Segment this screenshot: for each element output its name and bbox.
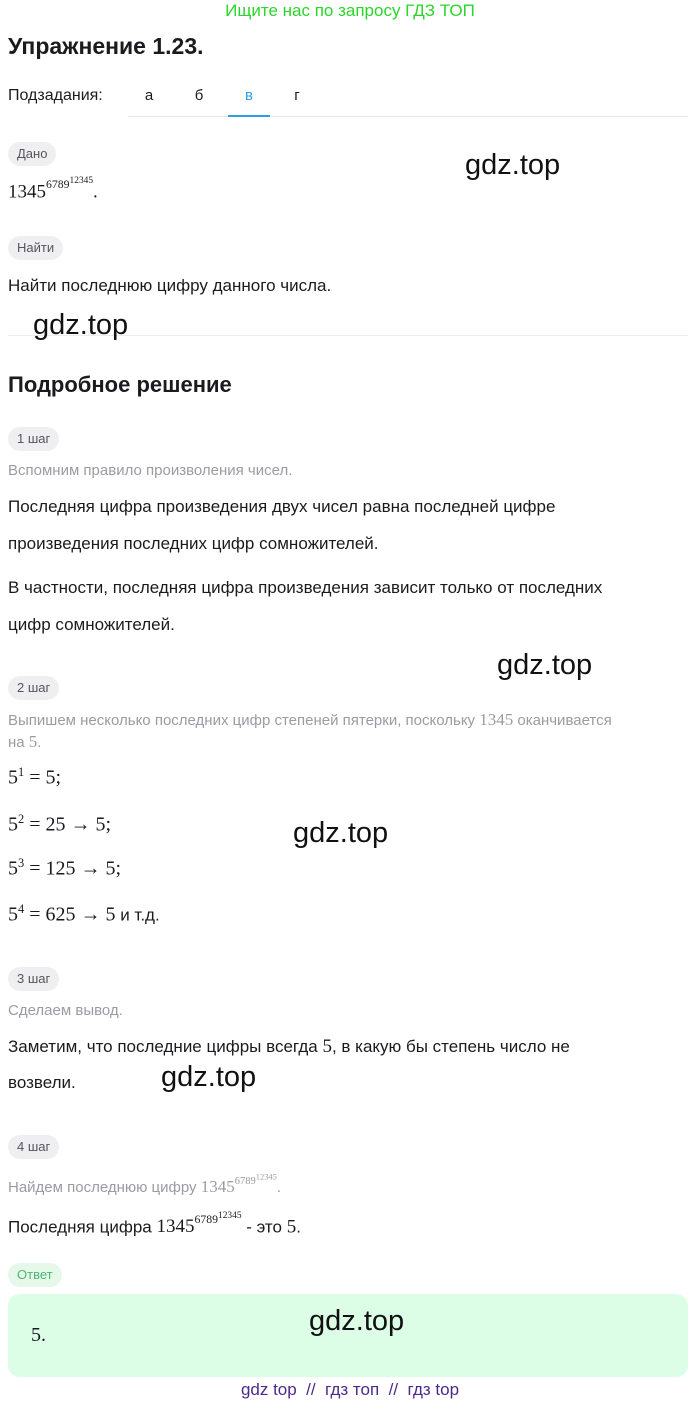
given-expression xyxy=(8,178,98,203)
eq3-base: 5 xyxy=(8,857,18,880)
tab-b[interactable]: б xyxy=(194,87,204,104)
eq2-base: 5 xyxy=(8,813,18,836)
step4-hint-base: 1345 xyxy=(200,1177,235,1197)
watermark: gdz.top xyxy=(161,1061,257,1093)
eq1-rhs: = 5; xyxy=(24,766,62,789)
step2-hint-five: 5 xyxy=(28,732,38,751)
watermark: gdz.top xyxy=(497,649,593,681)
step4-line-num: 5 xyxy=(286,1216,297,1238)
equation-row xyxy=(8,765,61,790)
watermark: gdz.top xyxy=(33,309,129,341)
eq1-exp: 1 xyxy=(18,765,25,779)
subtasks-tabs xyxy=(128,84,688,117)
footer-text: gdz top // гдз топ // гдз top xyxy=(240,1380,460,1399)
step1-p1-line1: Последняя цифра произведения двух чисел равна последней цифре xyxy=(8,497,556,516)
tab-a[interactable]: а xyxy=(144,87,154,104)
step4-hint-dot: . xyxy=(276,1179,282,1197)
given-base: 1345 xyxy=(8,181,46,203)
step2-hint-c: на xyxy=(8,734,29,751)
subtasks-label: Подзадания: xyxy=(8,87,103,104)
step3-line1-a: Заметим, что последние цифры всегда xyxy=(8,1037,323,1056)
eq1-base: 5 xyxy=(8,766,18,789)
step3-line1 xyxy=(8,1036,570,1058)
step4-line-b: - это xyxy=(241,1217,287,1237)
step2-hint-b: оканчивается xyxy=(513,712,612,729)
step2-hint-dot: . xyxy=(37,734,42,751)
step1-hint: Вспомним правило произволения чисел. xyxy=(8,462,293,479)
step3-chip: 3 шаг xyxy=(8,967,59,991)
step1-chip: 1 шаг xyxy=(8,427,59,451)
step4-hint-exp: 6789 xyxy=(234,1175,256,1187)
eq2-exp: 2 xyxy=(18,812,25,826)
given-tail: . xyxy=(93,181,98,203)
step4-hint xyxy=(8,1168,281,1198)
step4-line-exp: 6789 xyxy=(194,1212,218,1226)
step4-line-expr xyxy=(156,1211,242,1238)
step3-line2: возвели. xyxy=(8,1073,76,1092)
equation-row xyxy=(8,812,111,837)
equation-row xyxy=(8,856,121,881)
step2-hint xyxy=(8,709,688,753)
solution-title: Подробное решение xyxy=(8,372,232,397)
step2-hint-a: Выпишем несколько последних цифр степеней пятерки, поскольку xyxy=(8,712,480,729)
eq4-exp: 4 xyxy=(18,902,25,916)
step3-line1-num: 5 xyxy=(322,1036,332,1057)
step4-line-dot: . xyxy=(296,1217,301,1237)
eq4-tail: и т.д. xyxy=(115,905,160,925)
watermark: gdz.top xyxy=(465,149,561,181)
eq2-rhs: = 25 → 5; xyxy=(24,813,112,836)
step4-line-exp2: 12345 xyxy=(218,1211,242,1221)
eq4-rhs: = 625 → 5 xyxy=(24,903,116,926)
step2-hint-num: 1345 xyxy=(479,710,514,729)
tab-g[interactable]: г xyxy=(294,87,300,104)
find-chip: Найти xyxy=(8,236,63,260)
step1-p2-line2: цифр сомножителей. xyxy=(8,615,175,634)
eq3-exp: 3 xyxy=(18,856,25,870)
step1-p1-line2: произведения последних цифр сомножителей. xyxy=(8,534,379,553)
step4-line xyxy=(8,1207,301,1238)
given-chip: Дано xyxy=(8,142,56,166)
answer-value: 5. xyxy=(31,1324,46,1346)
given-exp2: 12345 xyxy=(69,176,94,186)
step4-hint-text: Найдем последнюю цифру xyxy=(8,1179,201,1197)
find-text: Найти последнюю цифру данного числа. xyxy=(8,276,332,295)
step4-line-base: 1345 xyxy=(156,1216,195,1238)
step3-hint: Сделаем вывод. xyxy=(8,1002,123,1019)
step1-p2-line1: В частности, последняя цифра произведения зависит только от последних xyxy=(8,578,603,597)
top-banner: Ищите нас по запросу ГДЗ ТОП xyxy=(225,1,475,20)
given-exp: 6789 xyxy=(46,177,70,191)
footer-links xyxy=(0,1380,700,1400)
step2-chip: 2 шаг xyxy=(8,676,59,700)
eq4-base: 5 xyxy=(8,903,18,926)
step3-line1-b: , в какую бы степень число не xyxy=(331,1037,570,1056)
step4-hint-expr xyxy=(200,1171,277,1197)
step4-hint-exp2: 12345 xyxy=(255,1171,277,1181)
page-title: Упражнение 1.23. xyxy=(8,33,204,59)
tab-v[interactable]: в xyxy=(228,84,270,117)
equation-row xyxy=(8,902,160,927)
watermark: gdz.top xyxy=(293,817,389,849)
step4-line-a: Последняя цифра xyxy=(8,1217,157,1237)
watermark: gdz.top xyxy=(309,1305,405,1337)
step4-chip: 4 шаг xyxy=(8,1135,59,1159)
eq3-rhs: = 125 → 5; xyxy=(24,857,122,880)
answer-chip: Ответ xyxy=(8,1263,62,1287)
